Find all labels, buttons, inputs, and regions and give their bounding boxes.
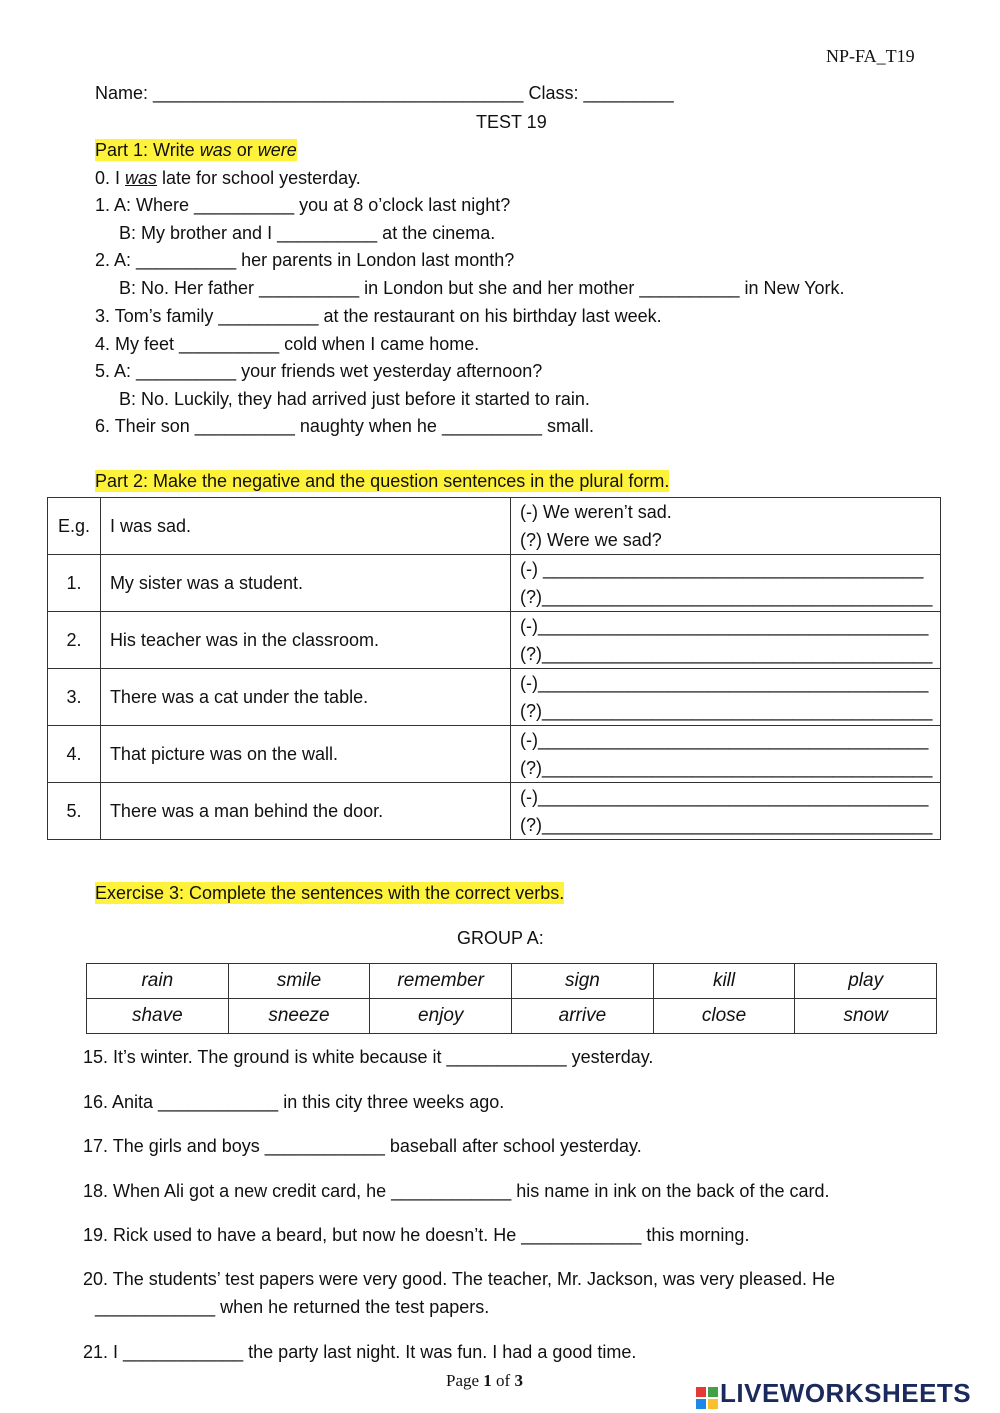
page-pre: Page — [446, 1371, 484, 1390]
document-code: NP-FA_T19 — [826, 46, 915, 66]
part1-line[interactable]: 2. A: __________ her parents in London last month? — [95, 250, 515, 270]
word-bank-row — [87, 999, 937, 1034]
question-answer[interactable]: (?)_______________________________________ — [520, 758, 933, 778]
table-row — [48, 669, 941, 726]
question-answer[interactable]: (?)_______________________________________ — [520, 701, 933, 721]
part1-line[interactable]: 5. A: __________ your friends wet yesterday afternoon? — [95, 361, 543, 381]
page-current: 1 — [483, 1371, 492, 1390]
page-mid: of — [491, 1371, 515, 1390]
word-bank-cell: smile — [228, 964, 370, 999]
row-sentence: I was sad. — [100, 498, 510, 555]
row-number: 5. — [48, 783, 101, 840]
table-row — [48, 612, 941, 669]
negative-answer[interactable]: (-)_______________________________________ — [520, 787, 929, 807]
logo-text: LIVEWORKSHEETS — [720, 1378, 972, 1408]
negative-answer: (-) We weren’t sad. — [520, 502, 672, 522]
question-answer[interactable]: (?)_______________________________________ — [520, 587, 933, 607]
word-bank-cell: arrive — [512, 999, 654, 1034]
part1-line[interactable]: B: No. Her father __________ in London but she and her mother __________ in New York. — [119, 278, 845, 298]
row-number: 2. — [48, 612, 101, 669]
part1-line[interactable]: 4. My feet __________ cold when I came home. — [95, 334, 480, 354]
word-bank-cell: remember — [370, 964, 512, 999]
table-row — [48, 783, 941, 840]
part2-heading: Part 2: Make the negative and the question sentences in the plural form. — [95, 471, 670, 491]
part1-line[interactable]: 1. A: Where __________ you at 8 o’clock last night? — [95, 195, 511, 215]
question-answer: (?) Were we sad? — [520, 530, 662, 550]
part1-example — [95, 167, 361, 189]
word-bank-cell: sneeze — [228, 999, 370, 1034]
row-answers — [511, 669, 941, 726]
table-row — [48, 498, 941, 555]
question-answer[interactable]: (?)_______________________________________ — [520, 644, 933, 664]
word-bank-cell: shave — [87, 999, 229, 1034]
example-pre: 0. I — [95, 168, 126, 188]
exercise3-sentence[interactable]: 19. Rick used to have a beard, but now he doesn’t. He ____________ this morning. — [83, 1225, 750, 1245]
table-row — [48, 726, 941, 783]
class-blank[interactable]: _________ — [583, 83, 674, 103]
row-answers — [511, 498, 941, 555]
part2-table — [47, 497, 941, 840]
example-answer: was — [125, 168, 158, 188]
part1-heading-was: was — [199, 140, 232, 160]
class-label: Class: — [528, 83, 579, 103]
name-label: Name: — [95, 83, 149, 103]
row-sentence: My sister was a student. — [100, 555, 510, 612]
word-bank-cell: enjoy — [370, 999, 512, 1034]
part1-line[interactable]: 6. Their son __________ naughty when he __________ small. — [95, 416, 595, 436]
row-answers — [511, 555, 941, 612]
exercise3-sentence: 20. The students’ test papers were very good. The teacher, Mr. Jackson, was very pleased. He — [83, 1269, 836, 1289]
test-title: TEST 19 — [476, 112, 547, 132]
part1-line: B: No. Luckily, they had arrived just before it started to rain. — [119, 389, 590, 409]
exercise3-sentence[interactable]: ____________ when he returned the test papers. — [95, 1297, 490, 1317]
row-answers — [511, 726, 941, 783]
word-bank-cell: sign — [512, 964, 654, 999]
part1-heading — [95, 139, 297, 161]
row-number: 3. — [48, 669, 101, 726]
exercise3-sentence[interactable]: 15. It’s winter. The ground is white because it ____________ yesterday. — [83, 1047, 654, 1067]
table-row — [48, 555, 941, 612]
part1-line[interactable]: 3. Tom’s family __________ at the restaurant on his birthday last week. — [95, 306, 662, 326]
row-number: 4. — [48, 726, 101, 783]
page-total: 3 — [514, 1371, 523, 1390]
row-number: 1. — [48, 555, 101, 612]
negative-answer[interactable]: (-) ______________________________________ — [520, 559, 924, 579]
exercise3-heading: Exercise 3: Complete the sentences with the correct verbs. — [95, 883, 565, 903]
word-bank-cell: play — [795, 964, 937, 999]
row-sentence: That picture was on the wall. — [100, 726, 510, 783]
word-bank-cell: rain — [87, 964, 229, 999]
row-answers — [511, 783, 941, 840]
negative-answer[interactable]: (-)_______________________________________ — [520, 730, 929, 750]
part1-heading-were: were — [257, 140, 297, 160]
question-answer[interactable]: (?)_______________________________________ — [520, 815, 933, 835]
negative-answer[interactable]: (-)_______________________________________ — [520, 673, 929, 693]
word-bank-table — [86, 963, 937, 1034]
exercise3-sentence[interactable]: 21. I ____________ the party last night. It was fun. I had a good time. — [83, 1342, 637, 1362]
row-sentence: There was a man behind the door. — [100, 783, 510, 840]
example-post: late for school yesterday. — [157, 168, 361, 188]
row-number: E.g. — [48, 498, 101, 555]
row-answers — [511, 612, 941, 669]
name-blank[interactable]: _____________________________________ — [153, 83, 524, 103]
exercise3-sentence[interactable]: 16. Anita ____________ in this city three weeks ago. — [83, 1092, 505, 1112]
exercise3-sentence[interactable]: 17. The girls and boys ____________ baseball after school yesterday. — [83, 1136, 642, 1156]
row-sentence: His teacher was in the classroom. — [100, 612, 510, 669]
liveworksheets-logo-icon — [696, 1387, 718, 1409]
part1-heading-or: or — [231, 140, 258, 160]
word-bank-row — [87, 964, 937, 999]
part1-line[interactable]: B: My brother and I __________ at the cinema. — [119, 223, 496, 243]
part1-heading-pre: Part 1: Write — [95, 140, 200, 160]
name-line — [95, 82, 674, 104]
word-bank-cell: close — [653, 999, 795, 1034]
group-title: GROUP A: — [457, 928, 544, 948]
liveworksheets-logo — [696, 1378, 971, 1409]
exercise3-sentence[interactable]: 18. When Ali got a new credit card, he ____________ his name in ink on the back of the card. — [83, 1181, 830, 1201]
word-bank-cell: kill — [653, 964, 795, 999]
page-number — [446, 1371, 523, 1391]
negative-answer[interactable]: (-)_______________________________________ — [520, 616, 929, 636]
row-sentence: There was a cat under the table. — [100, 669, 510, 726]
word-bank-cell: snow — [795, 999, 937, 1034]
